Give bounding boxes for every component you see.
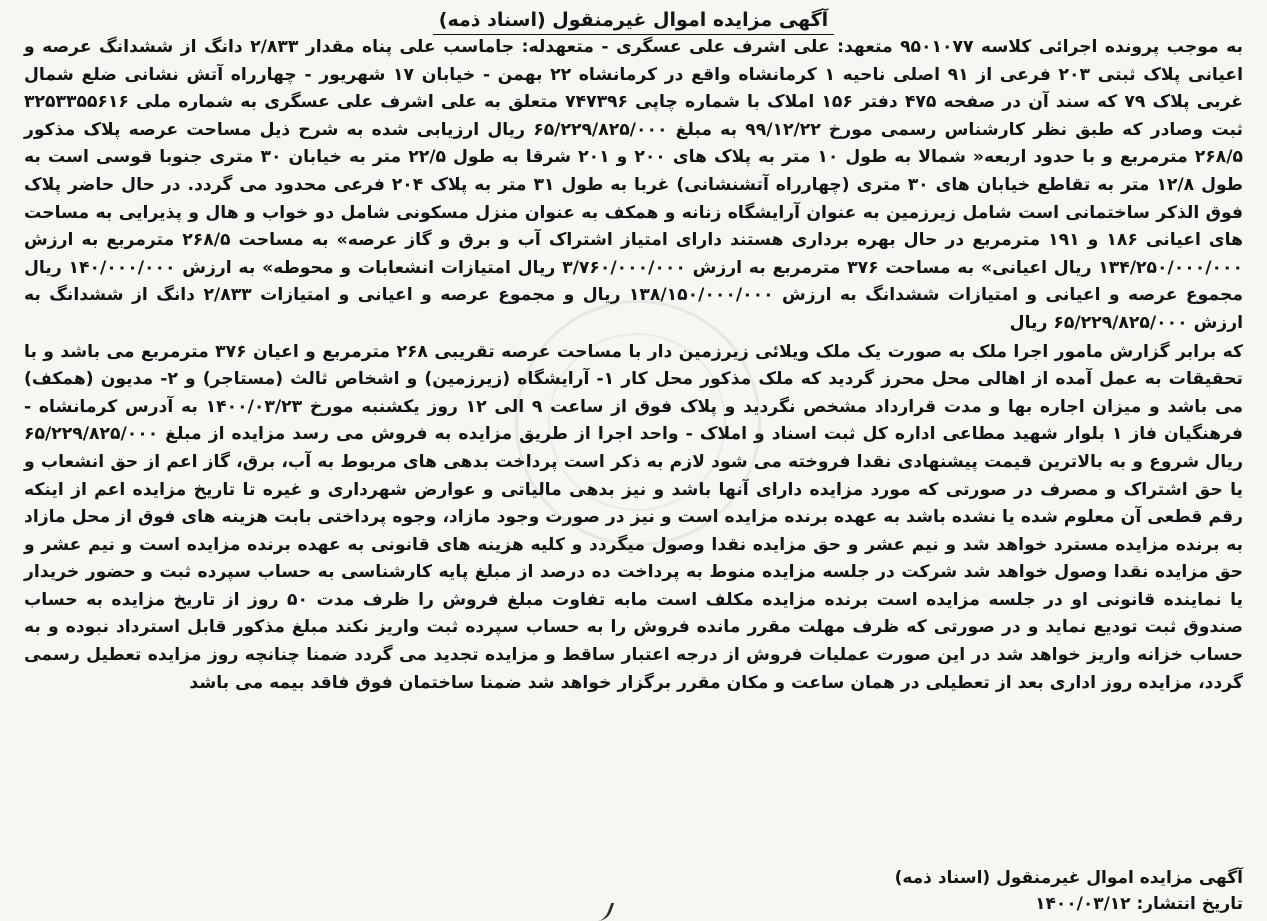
publish-date: تاریخ انتشار: ۱۴۰۰/۰۳/۱۲ <box>1035 894 1243 914</box>
notice-paragraph-1: به موجب پرونده اجرائی کلاسه ۹۵۰۱۰۷۷ متعهد: علی اشرف علی عسگری - متعهدله: جاماسب علی پناه مقدار ۲/۸۳۳ دانگ از ششدانگ عرصه و اعیانی پلاک ثبتی ۲۰۳ فرعی از ۹۱ اصلی ناحیه ۱ کرمانشاه واقع در کرمانشاه ۲۲ بهمن - خیابان ۱۷ شهریور - چهارراه آتش نشانی ضلع شمال غربی پلاک ۷۹ که سند آن در صفحه ۴۷۵ دفتر ۱۵۶ املاک با شماره چاپی ۷۴۷۳۹۶ متعلق به علی اشرف علی عسگری به شماره ملی ۳۲۵۳۳۵۵۶۱۶ ثبت وصادر که طبق نظر کارشناس رسمی مورخ ۹۹/۱۲/۲۲ به مبلغ ۶۵/۲۲۹/۸۲۵/۰۰۰ ریال ارزیابی شده به شرح ذیل مساحت عرصه پلاک مذکور ۲۶۸/۵ مترمربع و با حدود اربعه« شمالا به طول ۱۰ متر به پلاک های ۲۰۰ و ۲۰۱ شرقا به طول ۲۲/۵ متر به خیابان ۳۰ متری جنوبا قوسی است به طول ۱۲/۸ متر به تقاطع خیابان های ۳۰ متری (چهارراه آتشنشانی) غربا به طول ۳۱ متر به پلاک ۲۰۴ فرعی محدود می گردد. در حال حاضر پلاک فوق الذکر ساختمانی است شامل زیرزمین به عنوان آرایشگاه زنانه و همکف به عنوان منزل مسکونی شامل دو خواب و هال و پذیرایی به مساحت های اعیانی ۱۸۶ و ۱۹۱ مترمربع در حال بهره برداری هستند دارای امتیاز اشتراک آب و برق و گاز عرصه» به مساحت ۲۶۸/۵ مترمربع به ارزش ۱۳۴/۲۵۰/۰۰۰/۰۰۰ ریال اعیانی» به مساحت ۳۷۶ مترمربع به ارزش ۳/۷۶۰/۰۰۰/۰۰۰ ریال امتیازات انشعابات و محوطه» به ارزش ۱۴۰/۰۰۰/۰۰۰ ریال مجموع عرصه و اعیانی و امتیازات ششدانگ به ارزش ۱۳۸/۱۵۰/۰۰۰/۰۰۰ ریال و مجموع عرصه و اعیانی و امتیازات ۲/۸۳۳ دانگ از ششدانگ به ارزش ۶۵/۲۲۹/۸۲۵/۰۰۰ ریال <box>24 37 1244 333</box>
footer-title: آگهی مزایده اموال غیرمنقول (اسناد ذمه) <box>894 868 1243 888</box>
notice-paragraph-2: که برابر گزارش مامور اجرا ملک به صورت یک ملک ویلائی زیرزمین دار با مساحت عرصه تقریبی ۲۶۸ مترمربع و اعیان ۳۷۶ مترمربع می باشد و با تحقیقات به عمل آمده از اهالی محل محرز گردید که ملک مذکور محل کار ۱- آرایشگاه (زیرزمین) و اشخاص ثالث (مستاجر) و ۲- مدیون (همکف) می باشد و میزان اجاره بها و مدت قرارداد مشخص نگردید و پلاک فوق از ساعت ۹ الی ۱۲ روز یکشنبه مورخ ۱۴۰۰/۰۳/۲۳ به آدرس کرمانشاه - فرهنگیان فاز ۱ بلوار شهید مطاعی اداره کل ثبت اسناد و املاک - واحد اجرا از طریق مزایده به فروش می رسد مزایده از مبلغ ۶۵/۲۲۹/۸۲۵/۰۰۰ ریال شروع و به بالاترین قیمت پیشنهادی نقدا فروخته می شود لازم به ذکر است پرداخت بدهی های مربوط به آب، برق، گاز اعم از حق انشعاب و یا حق اشتراک و مصرف در صورتی که مورد مزایده دارای آنها باشد و نیز بدهی مالیاتی و عوارض شهرداری و غیره تا تاریخ مزایده اعم از اینکه رقم قطعی آن معلوم شده یا نشده باشد به عهده برنده مزایده است و نیز در صورت وجود مازاد، وجوه پرداختی بابت هزینه های فوق از محل مازاد به برنده مزایده مسترد خواهد شد و نیم عشر و حق مزایده نقدا وصول میگردد و کلیه هزینه های قانونی به عهده برنده مزایده است و نیم عشر و حق مزایده نقدا وصول خواهد شد شرکت در جلسه مزایده منوط به پرداخت ده درصد از مبلغ پایه کارشناسی به حساب سپرده ثبت و حضور خریدار یا نماینده قانونی او در جلسه مزایده است برنده مزایده مکلف است مابه تفاوت مبلغ فروش را ظرف مدت ۵۰ روز از تاریخ مزایده به حساب صندوق ثبت تودیع نماید و در صورتی که ظرف مهلت مقرر مانده فروش را به حساب سپرده ثبت واریز نکند مبلغ مذکور قابل استرداد نبوده و به حساب خزانه واریز خواهد شد در این صورت عملیات فروش از درجه اعتبار ساقط و مزایده تجدید می گردد ضمنا چنانچه روز مزایده تعطیل رسمی گردد، مزایده روز اداری بعد از تعطیلی در همان ساعت و مکان مقرر برگزار خواهد شد ضمنا ساختمان فوق فاقد بیمه می باشد <box>24 341 1243 693</box>
notice-title: آگهی مزایده اموال غیرمنقول (اسناد ذمه) <box>433 6 834 35</box>
notice-footer <box>895 865 1243 917</box>
notice-heading <box>24 6 1243 34</box>
notice-body <box>24 34 1243 697</box>
